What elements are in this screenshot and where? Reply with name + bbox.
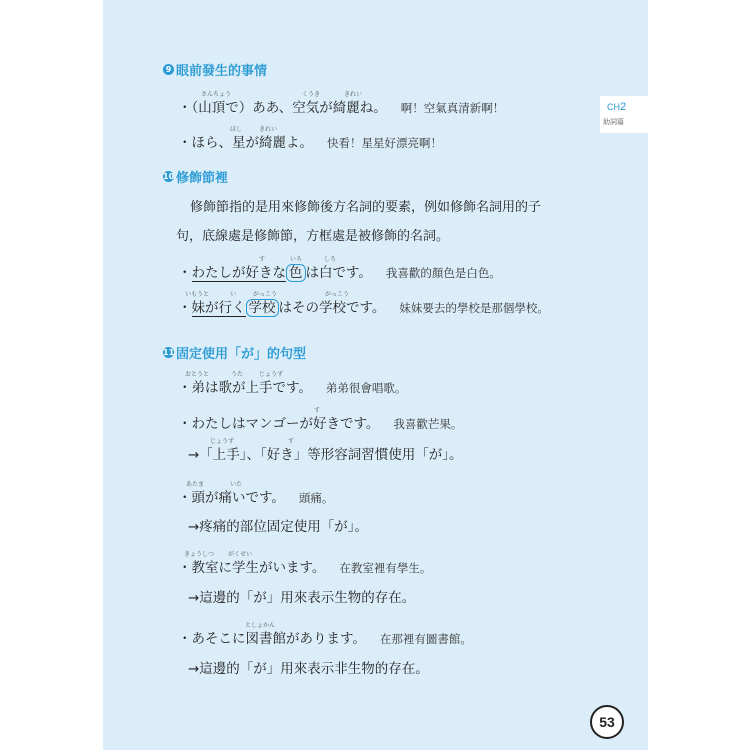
- example-line: [178, 296, 549, 316]
- example-translation: 在教室裡有學生。: [339, 561, 432, 575]
- section-number: 10: [163, 172, 175, 181]
- explanation-line: →這邊的「が」用來表示生物的存在。: [188, 590, 416, 606]
- section-title: 修飾節裡: [176, 171, 229, 186]
- example-japanese: ・ほら、星が綺麗よ。: [178, 135, 313, 151]
- example-translation: 頭痛。: [298, 491, 334, 505]
- example-rest: はその学校です。: [278, 300, 386, 316]
- ruby: ほし: [230, 126, 243, 133]
- modified-noun: 学校: [246, 299, 279, 317]
- example-japanese: ・弟は歌が上手です。: [178, 380, 312, 396]
- ruby: おとうと: [185, 371, 210, 378]
- example-line: [178, 556, 431, 576]
- page-number: 53: [590, 705, 624, 739]
- ruby: いもうと: [185, 291, 210, 298]
- explanation-line: →「上手」、「好き」等形容詞習慣使用「が」。: [188, 447, 463, 463]
- ruby: じょうず: [210, 438, 235, 445]
- example-line: [178, 412, 462, 432]
- chapter-tab: [600, 96, 648, 133]
- example-translation: 我喜歡芒果。: [393, 417, 463, 431]
- ruby: がっこう: [253, 291, 278, 298]
- example-translation: 弟弟很會唱歌。: [325, 381, 407, 395]
- ruby: す: [259, 256, 266, 263]
- example-line: [178, 376, 406, 396]
- section-number: 9: [163, 64, 174, 75]
- chapter-label: CH2: [607, 101, 627, 113]
- example-japanese: ・あそこに図書館があります。: [178, 631, 366, 647]
- modifier-clause: 妹が行く: [191, 300, 246, 316]
- example-japanese: ・わたしはマンゴーが好きです。: [178, 416, 380, 432]
- ruby: としょかん: [245, 622, 276, 629]
- section-heading-9: [163, 60, 267, 79]
- ruby: きょうしつ: [184, 551, 215, 558]
- paragraph-line: 修飾節指的是用來修飾後方名詞的要素，例如修飾名詞用的子: [190, 200, 542, 215]
- bullet: ・: [178, 265, 192, 281]
- example-translation: 在那裡有圖書館。: [379, 632, 472, 646]
- example-line: [178, 261, 501, 281]
- section-title: 眼前發生的事情: [176, 64, 268, 79]
- example-line: [178, 131, 442, 151]
- example-line: [178, 627, 472, 647]
- chapter-subtitle: 助詞篇: [603, 118, 624, 126]
- modified-noun: 色: [286, 264, 306, 282]
- ruby: がっこう: [325, 291, 350, 298]
- example-japanese: ・（山頂で）ああ、空気が綺麗ね。: [178, 100, 387, 116]
- ruby: い: [230, 291, 237, 298]
- bullet: ・: [178, 300, 192, 316]
- ruby: きれい: [344, 91, 363, 98]
- example-line: [178, 486, 333, 506]
- ruby: いろ: [290, 256, 303, 263]
- paragraph-line: 句，底線處是修飾節，方框處是被修飾的名詞。: [176, 229, 450, 244]
- example-japanese: ・教室に学生がいます。: [178, 560, 326, 576]
- ruby: きれい: [259, 126, 278, 133]
- ruby: がくせい: [228, 551, 253, 558]
- ruby: あたま: [186, 481, 205, 488]
- ruby: じょうず: [259, 371, 284, 378]
- ruby: うた: [231, 371, 244, 378]
- ruby: す: [314, 407, 321, 414]
- example-line: [178, 96, 504, 116]
- section-title: 固定使用「が」的句型: [176, 347, 307, 362]
- section-number: 11: [163, 348, 175, 357]
- example-translation: 妹妹要去的學校是那個學校。: [399, 301, 549, 315]
- example-translation: 快看！星星好漂亮啊！: [327, 136, 442, 150]
- ruby: す: [288, 438, 295, 445]
- explanation-line: →這邊的「が」用來表示非生物的存在。: [188, 661, 429, 677]
- ruby: さんちょう: [201, 91, 232, 98]
- ruby: くうき: [302, 91, 321, 98]
- example-translation: 我喜歡的顏色是白色。: [385, 266, 501, 280]
- example-japanese: ・頭が痛いです。: [178, 490, 285, 506]
- section-heading-10: [163, 167, 228, 186]
- ruby: いた: [230, 481, 243, 488]
- modifier-clause: わたしが好きな: [191, 265, 286, 281]
- example-rest: は白です。: [305, 265, 372, 281]
- explanation-line: →疼痛的部位固定使用「が」。: [188, 519, 369, 535]
- example-translation: 啊！空氣真清新啊！: [400, 101, 505, 115]
- section-heading-11: [163, 343, 306, 362]
- ruby: しろ: [324, 256, 337, 263]
